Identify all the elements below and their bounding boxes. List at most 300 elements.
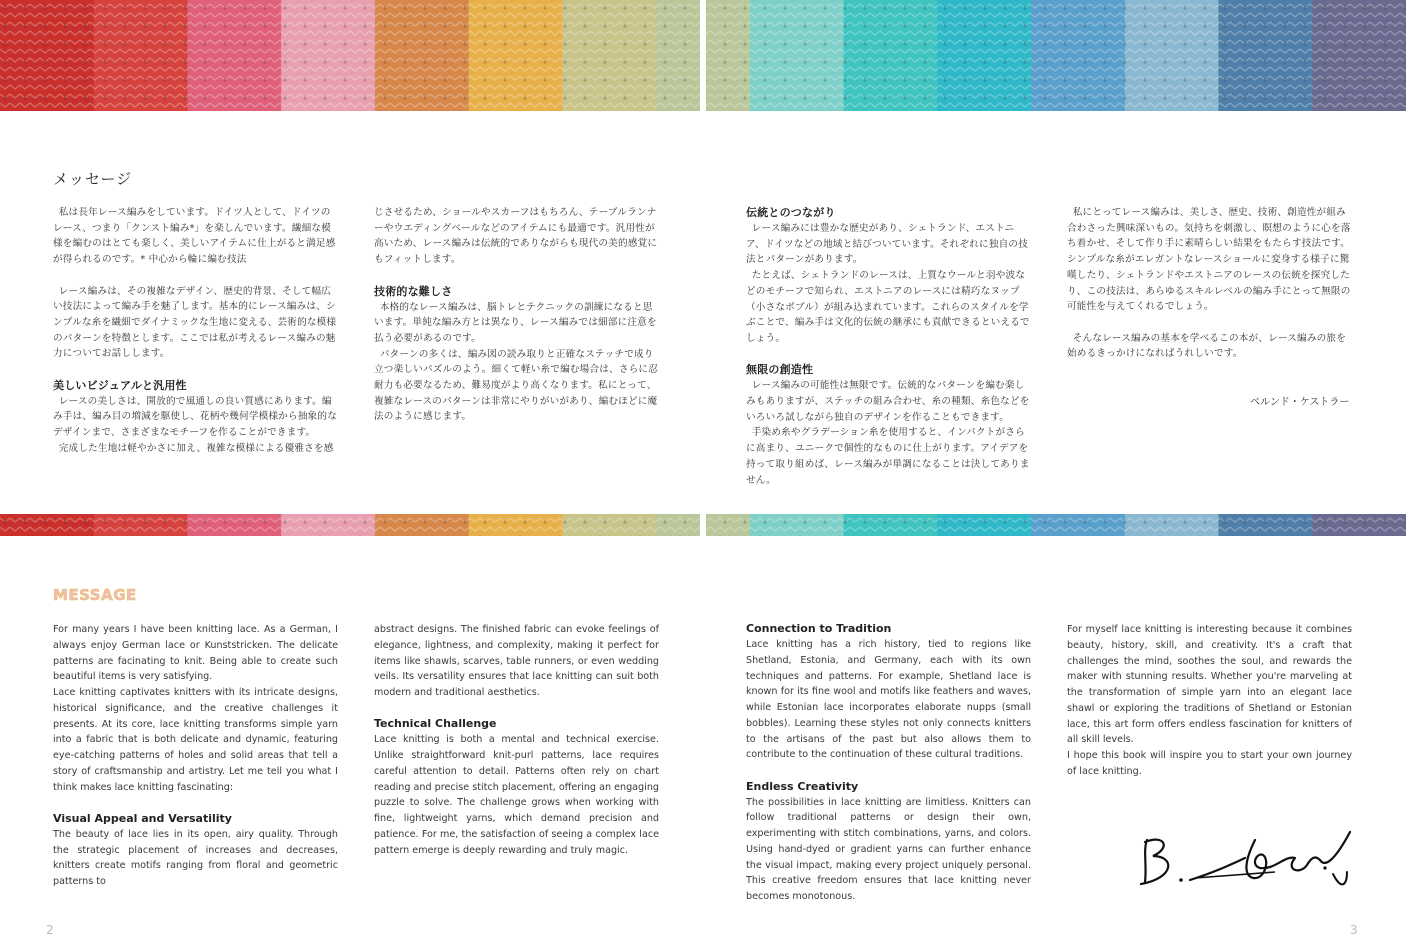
lace-hole [283, 42, 286, 45]
lace-hole [1043, 60, 1046, 63]
lace-hole [943, 520, 946, 523]
lace-hole [723, 60, 726, 63]
lace-hole [643, 6, 646, 9]
lace-hole [983, 42, 986, 45]
lace-hole [143, 24, 146, 27]
lace-hole [903, 60, 906, 63]
lace-hole [1163, 96, 1166, 99]
lace-hole [1063, 24, 1066, 27]
lace-hole [1383, 42, 1386, 45]
lace-hole [3, 78, 6, 81]
page-gutter [700, 0, 706, 111]
page-number-right: 3 [1350, 923, 1358, 937]
lace-hole [243, 24, 246, 27]
jp-column-1 [53, 205, 338, 457]
lace-hole [1003, 42, 1006, 45]
lace-hole [523, 6, 526, 9]
lace-hole [923, 42, 926, 45]
lace-hole [1103, 6, 1106, 9]
lace-hole [363, 78, 366, 81]
lace-hole [383, 24, 386, 27]
lace-hole [1023, 520, 1026, 523]
lace-hole [383, 60, 386, 63]
lace-hole [1223, 6, 1226, 9]
jp-paragraph: じさせるため、ショールやスカーフはもちろん、テーブルランナーやウエディングベールなどのアイテムにも最適です。汎用性が高いため、レース編みは伝統的でありながらも現代の美的感覚にもフィットします。 [374, 207, 658, 266]
lace-hole [1003, 96, 1006, 99]
lace-hole [1163, 42, 1166, 45]
lace-hole [863, 78, 866, 81]
lace-hole [383, 78, 386, 81]
lace-hole [203, 6, 206, 9]
lace-hole [1043, 96, 1046, 99]
en-heading: Visual Appeal and Versatility [53, 811, 232, 825]
lace-hole [943, 24, 946, 27]
message-logo [53, 585, 143, 603]
lace-hole [1183, 24, 1186, 27]
lace-hole [403, 60, 406, 63]
lace-hole [923, 96, 926, 99]
lace-hole [363, 42, 366, 45]
lace-hole [1043, 6, 1046, 9]
jp-paragraph: パターンの多くは、編み図の読み取りと正確なステッチで成り立つ楽しいパズルのよう。細くて軽い糸で編む場合は、さらに忍耐力も必要なるため、難易度がより高くなります。私にとって、複雑なレースのパターンは非常にやりがいがあり、編むほどに魔法のように感じます。 [374, 348, 659, 423]
yarn-stripe [375, 514, 470, 536]
lace-hole [883, 42, 886, 45]
lace-hole [1303, 24, 1306, 27]
lace-hole [1143, 78, 1146, 81]
lace-hole [363, 520, 366, 523]
lace-hole [1383, 96, 1386, 99]
lace-hole [1103, 42, 1106, 45]
en-paragraph: Lace knitting is both a mental and technical exercise. Unlike straightforward knit-purl patterns, lace requires careful attention to detail. Patterns often rely on chart reading and precise stitch placement, offering an engaging puzzle to solve. The challenge grows when working with fine, lightweight yarns, which demand precision and patience. For me, the satisfaction of seeing a complex lace pattern emerge is deeply rewarding and truly magic. [374, 734, 659, 856]
lace-hole [823, 96, 826, 99]
lace-hole [643, 60, 646, 63]
yarn-stripe [1219, 514, 1314, 536]
lace-hole [23, 6, 26, 9]
lace-hole [1143, 60, 1146, 63]
lace-hole [683, 24, 686, 27]
lace-hole [123, 24, 126, 27]
lace-hole [503, 96, 506, 99]
lace-hole [343, 24, 346, 27]
lace-hole [523, 520, 526, 523]
lace-hole [423, 78, 426, 81]
lace-hole [143, 60, 146, 63]
page-number-left: 2 [46, 923, 54, 937]
lace-hole [443, 520, 446, 523]
lace-hole [923, 78, 926, 81]
lace-hole [283, 6, 286, 9]
lace-hole [43, 96, 46, 99]
lace-hole [1203, 42, 1206, 45]
lace-hole [903, 24, 906, 27]
lace-hole [83, 96, 86, 99]
lace-hole [743, 24, 746, 27]
lace-hole [1083, 60, 1086, 63]
lace-hole [1083, 24, 1086, 27]
lace-hole [43, 24, 46, 27]
lace-hole [163, 520, 166, 523]
lace-hole [1383, 24, 1386, 27]
lace-hole [263, 60, 266, 63]
lace-hole [203, 78, 206, 81]
lace-hole [383, 520, 386, 523]
yarn-stripe [1125, 514, 1220, 536]
lace-hole [1343, 6, 1346, 9]
lace-hole [1223, 24, 1226, 27]
lace-hole [523, 96, 526, 99]
lace-hole [1363, 78, 1366, 81]
lace-hole [323, 96, 326, 99]
lace-hole [443, 60, 446, 63]
lace-hole [1063, 78, 1066, 81]
lace-hole [963, 96, 966, 99]
lace-hole [1163, 520, 1166, 523]
lace-hole [363, 60, 366, 63]
lace-hole [1043, 78, 1046, 81]
lace-hole [203, 96, 206, 99]
jp-heading: 伝統とのつながり [746, 206, 836, 219]
lace-hole [963, 24, 966, 27]
lace-hole [423, 24, 426, 27]
lace-hole [1363, 42, 1366, 45]
lace-hole [883, 96, 886, 99]
lace-hole [63, 42, 66, 45]
lace-hole [603, 520, 606, 523]
lace-hole [543, 6, 546, 9]
lace-hole [83, 60, 86, 63]
lace-hole [1123, 42, 1126, 45]
page-title-jp: メッセージ [53, 170, 133, 188]
lace-hole [843, 42, 846, 45]
lace-hole [483, 520, 486, 523]
lace-hole [1283, 520, 1286, 523]
en-paragraph: abstract designs. The finished fabric can evoke feelings of elegance, lightness, and complexity, making it perfect for items like shawls, scarves, table runners, or even wedding veils. Its versatility ensures that lace knitting can suit both modern and traditional aesthetics. [374, 624, 659, 698]
lace-hole [823, 60, 826, 63]
lace-hole [1123, 520, 1126, 523]
yarn-stripe [0, 514, 95, 536]
lace-hole [363, 96, 366, 99]
lace-hole [1183, 6, 1186, 9]
lace-hole [3, 24, 6, 27]
lace-hole [1203, 96, 1206, 99]
yarn-stripe [844, 514, 939, 536]
lace-hole [1383, 6, 1386, 9]
lace-hole [983, 6, 986, 9]
jp-column-3 [746, 205, 1031, 488]
lace-hole [763, 6, 766, 9]
lace-hole [643, 520, 646, 523]
lace-hole [63, 60, 66, 63]
lace-hole [763, 96, 766, 99]
lace-hole [1243, 6, 1246, 9]
lace-hole [1083, 520, 1086, 523]
lace-hole [243, 520, 246, 523]
lace-hole [1243, 42, 1246, 45]
lace-hole [1263, 6, 1266, 9]
lace-hole [683, 96, 686, 99]
lace-hole [123, 60, 126, 63]
jp-heading: 無限の創造性 [746, 363, 814, 377]
lace-hole [143, 42, 146, 45]
lace-hole [343, 96, 346, 99]
lace-hole [323, 24, 326, 27]
lace-hole [23, 24, 26, 27]
lace-hole [863, 6, 866, 9]
lace-hole [1363, 60, 1366, 63]
lace-hole [963, 6, 966, 9]
lace-hole [1363, 96, 1366, 99]
lace-hole [1063, 6, 1066, 9]
lace-hole [103, 60, 106, 63]
en-paragraph: Lace knitting has a rich history, tied to regions like Shetland, Estonia, and Germany, each with its own techniques and patterns. For example, Shetland lace is known for its fine wool and motifs like feathers and waves, while Estonian lace incorporates elaborate nupps (small bobbles). Learning these styles not only connects knitters to the artisans of the past but also allows them to contribute to the continuation of these cultural traditions. [746, 639, 1031, 761]
lace-hole [1103, 78, 1106, 81]
lace-hole [823, 520, 826, 523]
lace-hole [563, 520, 566, 523]
lace-hole [1163, 78, 1166, 81]
lace-hole [1343, 520, 1346, 523]
lace-hole [723, 6, 726, 9]
lace-hole [803, 78, 806, 81]
lace-hole [1023, 78, 1026, 81]
lace-hole [343, 42, 346, 45]
lace-hole [1363, 520, 1366, 523]
lace-hole [843, 96, 846, 99]
lace-hole [783, 520, 786, 523]
lace-hole [843, 24, 846, 27]
lace-hole [23, 78, 26, 81]
jp-heading: 美しいビジュアルと汎用性 [53, 378, 187, 392]
lace-hole [43, 60, 46, 63]
lace-hole [1243, 96, 1246, 99]
lace-hole [1203, 6, 1206, 9]
jp-paragraph: レース編みの可能性は無限です。伝統的なパターンを編む楽しみもありますが、ステッチの組み合わせ、糸の種類、糸色などをいろいろ試しながら独自のデザインを作ることもできます。 [746, 380, 1030, 423]
lace-hole [543, 78, 546, 81]
lace-hole [1023, 96, 1026, 99]
lace-hole [243, 78, 246, 81]
lace-hole [563, 78, 566, 81]
lace-hole [1263, 78, 1266, 81]
lace-hole [1323, 96, 1326, 99]
en-column-4 [1067, 622, 1352, 780]
en-column-3 [746, 621, 1031, 905]
lace-hole [63, 520, 66, 523]
lace-hole [683, 78, 686, 81]
lace-hole [763, 60, 766, 63]
lace-hole [263, 520, 266, 523]
lace-hole [983, 78, 986, 81]
lace-hole [1323, 60, 1326, 63]
lace-hole [303, 60, 306, 63]
yarn-stripe [750, 514, 845, 536]
lace-hole [583, 96, 586, 99]
lace-hole [583, 78, 586, 81]
lace-hole [223, 24, 226, 27]
lace-hole [803, 520, 806, 523]
lace-hole [1283, 42, 1286, 45]
lace-hole [1243, 520, 1246, 523]
lace-hole [1183, 78, 1186, 81]
lace-hole [243, 96, 246, 99]
lace-hole [1283, 60, 1286, 63]
jp-paragraph: 私にとってレース編みは、美しさ、歴史、技術、創造性が組み合わさった興味深いもの。気持ちを刺激し、瞑想のように心を落ち着かせ、そして作り手に素晴らしい結果をもたらす技法です。シンプルな糸がエレガントなレースショールに変身する様子に驚嘆したり、シェトランドやエストニアのレースの伝統を探究したり、この技法は、あらゆるスキルレベルの編み手にとって無限の可能性を与えてくれるでしょう。 [1067, 207, 1351, 313]
lace-hole [563, 60, 566, 63]
lace-hole [463, 42, 466, 45]
en-heading: Connection to Tradition [746, 622, 892, 635]
lace-hole [803, 42, 806, 45]
lace-hole [263, 6, 266, 9]
lace-hole [823, 78, 826, 81]
message-logo-text: MESSAGE [53, 586, 137, 603]
lace-hole [103, 520, 106, 523]
lace-hole [223, 78, 226, 81]
lace-hole [443, 24, 446, 27]
lace-hole [483, 6, 486, 9]
lace-hole [843, 6, 846, 9]
lace-hole [103, 6, 106, 9]
lace-hole [23, 60, 26, 63]
lace-hole [783, 42, 786, 45]
lace-hole [1263, 24, 1266, 27]
lace-hole [63, 24, 66, 27]
lace-hole [1343, 78, 1346, 81]
lace-hole [1303, 42, 1306, 45]
lace-hole [1123, 60, 1126, 63]
lace-hole [963, 60, 966, 63]
lace-hole [1123, 96, 1126, 99]
lace-hole [1003, 78, 1006, 81]
lace-hole [683, 42, 686, 45]
lace-hole [1383, 78, 1386, 81]
lace-hole [3, 96, 6, 99]
en-heading: Endless Creativity [746, 779, 859, 793]
lace-hole [1203, 78, 1206, 81]
lace-hole [183, 520, 186, 523]
lace-hole [1123, 24, 1126, 27]
lace-hole [863, 60, 866, 63]
lace-hole [1003, 520, 1006, 523]
lace-hole [503, 78, 506, 81]
lace-hole [603, 60, 606, 63]
lace-hole [423, 520, 426, 523]
lace-hole [943, 60, 946, 63]
lace-hole [963, 520, 966, 523]
lace-hole [223, 520, 226, 523]
lace-hole [563, 96, 566, 99]
lace-hole [363, 24, 366, 27]
lace-hole [603, 6, 606, 9]
lace-hole [1303, 60, 1306, 63]
lace-hole [203, 24, 206, 27]
lace-hole [443, 78, 446, 81]
en-paragraph: The beauty of lace lies in its open, airy quality. Through the strategic placement of increases and decreases, knitters create motifs ranging from floral and geometric patterns to [53, 828, 338, 888]
lace-hole [483, 60, 486, 63]
page-title-en [53, 585, 143, 607]
jp-paragraph: 本格的なレース編みは、脳トレとテクニックの訓練になると思います。単純な編み方とは異なり、レース編みでは細部に注意を払う必要があるのです。 [374, 301, 657, 344]
lace-hole [903, 96, 906, 99]
lace-hole [1023, 6, 1026, 9]
en-heading: Technical Challenge [374, 717, 497, 731]
lace-hole [1343, 42, 1346, 45]
lace-hole [123, 42, 126, 45]
lace-hole [303, 42, 306, 45]
lace-hole [663, 520, 666, 523]
lace-hole [803, 24, 806, 27]
lace-hole [1303, 520, 1306, 523]
lace-hole [63, 78, 66, 81]
lace-hole [1063, 60, 1066, 63]
yarn-stripe [1031, 514, 1126, 536]
lace-hole [1383, 60, 1386, 63]
lace-hole [763, 78, 766, 81]
lace-hole [743, 78, 746, 81]
lace-hole [43, 6, 46, 9]
lace-hole [123, 78, 126, 81]
lace-hole [423, 60, 426, 63]
lace-hole [1303, 96, 1306, 99]
lace-hole [663, 6, 666, 9]
lace-hole [783, 60, 786, 63]
lace-hole [743, 42, 746, 45]
lace-hole [1323, 78, 1326, 81]
lace-hole [483, 24, 486, 27]
lace-hole [163, 24, 166, 27]
lace-hole [483, 78, 486, 81]
lace-hole [523, 78, 526, 81]
lace-hole [83, 42, 86, 45]
lace-hole [1143, 96, 1146, 99]
yarn-stripe [281, 514, 376, 536]
lace-hole [203, 42, 206, 45]
lace-hole [1243, 24, 1246, 27]
lace-hole [583, 42, 586, 45]
lace-hole [583, 6, 586, 9]
lace-hole [743, 60, 746, 63]
signature-drawing [1135, 820, 1365, 895]
lace-hole [103, 42, 106, 45]
yarn-stripe [562, 514, 657, 536]
lace-hole [903, 42, 906, 45]
jp-paragraph: そんなレース編みの基本を学べるこの本が、レース編みの旅を始めるきっかけになればうれしいです。 [1067, 332, 1347, 360]
lace-hole [1163, 24, 1166, 27]
author-name-jp: ベルンド・ケストラー [1250, 397, 1350, 408]
lace-hole [1323, 6, 1326, 9]
lace-hole [843, 78, 846, 81]
lace-hole [243, 6, 246, 9]
lace-hole [823, 6, 826, 9]
lace-hole [883, 60, 886, 63]
lace-hole [423, 96, 426, 99]
lace-hole [1303, 78, 1306, 81]
lace-hole [143, 78, 146, 81]
lace-hole [183, 96, 186, 99]
lace-hole [143, 6, 146, 9]
lace-hole [863, 42, 866, 45]
lace-hole [523, 24, 526, 27]
lace-hole [743, 96, 746, 99]
lace-hole [643, 96, 646, 99]
lace-hole [623, 78, 626, 81]
lace-hole [403, 6, 406, 9]
lace-hole [103, 24, 106, 27]
lace-hole [83, 78, 86, 81]
lace-hole [1163, 60, 1166, 63]
lace-hole [783, 78, 786, 81]
lace-hole [903, 78, 906, 81]
lace-hole [163, 78, 166, 81]
lace-hole [863, 24, 866, 27]
lace-hole [863, 96, 866, 99]
lace-hole [423, 6, 426, 9]
